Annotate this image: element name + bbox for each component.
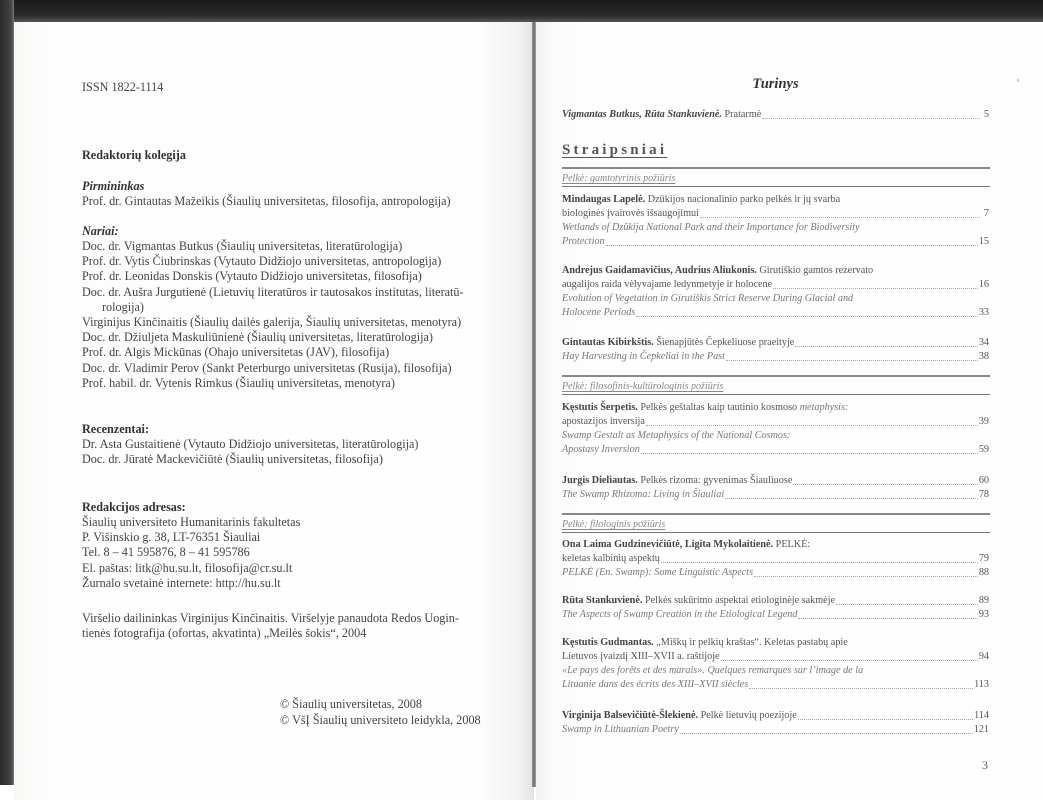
toc-entry bbox=[562, 336, 989, 364]
section-label: Pelkė: filosofinis-kultūrologinis požiūris bbox=[562, 381, 724, 392]
entry-title: Šienapjūtės Čepkeliuose praeityje bbox=[656, 337, 795, 348]
chair-heading: Pirmininkas bbox=[82, 179, 145, 193]
member: Doc. dr. Aušra Jurgutienė (Lietuvių literatūros ir tautosakos institutas, literatū- bbox=[82, 284, 464, 299]
page-ref: 5 bbox=[983, 109, 989, 120]
entry-title: Pelkės rizoma: gyvenimas Šiauliuose bbox=[640, 475, 793, 486]
page-number: 3 bbox=[982, 758, 988, 772]
page-ref: 59 bbox=[978, 444, 989, 455]
entry-title: Dzūkijos nacionalinio parko pelkės ir jų svarba bbox=[647, 194, 841, 205]
cover-note-line: tienės fotografija (ofortas, akvatinta) „Meilės šokis“, 2004 bbox=[82, 626, 367, 641]
cover-note bbox=[82, 611, 459, 641]
page-ref: 33 bbox=[978, 307, 989, 318]
articles-heading: Straipsniai bbox=[562, 142, 668, 158]
entry-title-en-cont: Protection bbox=[562, 236, 605, 247]
section-label: Pelkė: filologinis požiūris bbox=[562, 519, 666, 530]
member: Prof. dr. Vytis Čiubrinskas (Vytauto Didžiojo universitetas, antropologija) bbox=[82, 254, 442, 269]
entry-authors: Kęstutis Gudmantas. bbox=[562, 637, 654, 648]
leader-dots bbox=[726, 351, 978, 361]
leader-dots bbox=[749, 679, 973, 689]
leader-dots bbox=[793, 475, 977, 485]
entry-title-en: «Le pays des forêts et des marais». Quelques remarques sur l’image de la bbox=[562, 665, 864, 676]
chair: Prof. dr. Gintautas Mažeikis (Šiaulių universitetas, filosofija, antropologija) bbox=[82, 194, 451, 208]
member: Doc. dr. Džiuljeta Maskuliūnienė (Šiaulių universitetas, literatūrologija) bbox=[82, 330, 433, 345]
page-ref: 121 bbox=[973, 724, 989, 735]
entry-authors: Ona Laima Gudzinevičiūtė, Ligita Mykolaitienė. bbox=[562, 539, 774, 550]
leader-dots bbox=[646, 416, 978, 426]
entry-title: PELKĖ: bbox=[775, 539, 811, 550]
toc-entry bbox=[562, 538, 989, 580]
leader-dots bbox=[636, 307, 978, 317]
divider bbox=[562, 186, 990, 187]
member: Prof. dr. Algis Mickūnas (Ohajo universitetas (JAV), filosofija) bbox=[82, 345, 390, 360]
copyright-block bbox=[280, 697, 481, 728]
divider bbox=[562, 513, 990, 515]
entry-title-cont: augalijos raida vėlyvajame ledynmetyje ir holocene bbox=[562, 279, 773, 290]
member: Doc. dr. Vigmantas Butkus (Šiaulių universitetas, literatūrologija) bbox=[82, 239, 403, 253]
entry-title: Pratarmė bbox=[724, 109, 762, 120]
page-ref: 34 bbox=[978, 337, 989, 348]
member: Doc. dr. Vladimir Perov (Sankt Peterburgo universitetas (Rusija), filosofija) bbox=[82, 360, 452, 375]
address-heading: Redakcijos adresas: bbox=[82, 500, 186, 514]
page-ref: 39 bbox=[978, 416, 989, 427]
toc-entry bbox=[562, 636, 989, 692]
copyright-line: © VšĮ Šiaulių universiteto leidykla, 2008 bbox=[280, 712, 481, 727]
divider bbox=[562, 375, 990, 377]
divider bbox=[562, 394, 990, 395]
page-ref: 7 bbox=[983, 208, 989, 219]
reviewers-heading: Recenzentai: bbox=[82, 422, 150, 436]
entry-title: Pelkės sukūrimo aspektai etiologinėje sakmėje bbox=[644, 595, 836, 606]
entry-title: Girutiškio gamtos rezervato bbox=[759, 265, 874, 276]
scan-top-edge bbox=[0, 0, 1043, 22]
page-ref: 93 bbox=[978, 609, 989, 620]
page-ref: 88 bbox=[978, 567, 989, 578]
leader-dots bbox=[836, 595, 978, 605]
entry-authors: Kęstutis Šerpetis. bbox=[562, 402, 638, 413]
entry-title-en-cont: Apostasy Inversion bbox=[562, 444, 640, 455]
page-ref: 60 bbox=[978, 475, 989, 486]
entry-title-en: The Swamp Rhizoma: Living in Šiauliai bbox=[562, 489, 725, 500]
entry-title-italic: metaphysis: bbox=[799, 402, 849, 413]
entry-title-en-cont: Holocene Periods bbox=[562, 307, 636, 318]
toc-entry bbox=[562, 474, 989, 502]
scan-left-edge bbox=[0, 0, 14, 785]
leader-dots bbox=[680, 724, 973, 734]
address-line: Šiaulių universiteto Humanitarinis fakultetas bbox=[82, 515, 301, 529]
entry-authors: Mindaugas Lapelė. bbox=[562, 194, 646, 205]
reviewers-list bbox=[82, 437, 418, 467]
address-block bbox=[82, 515, 300, 591]
toc-entry bbox=[562, 709, 989, 737]
toc-entry bbox=[562, 594, 989, 622]
page-ref: 79 bbox=[978, 553, 989, 564]
leader-dots bbox=[795, 337, 977, 347]
entry-title-cont: Lietuvos įvaizdį XIII–XVII a. raštijoje bbox=[562, 651, 720, 662]
entry-title-en-cont: Lituanie dans des écrits des XIII–XVII siècles bbox=[562, 679, 749, 690]
entry-authors: Virginija Balsevičiūtė-Šlekienė. bbox=[562, 710, 699, 721]
entry-title-en: Swamp in Lithuanian Poetry bbox=[562, 724, 679, 735]
leader-dots bbox=[661, 553, 978, 563]
leader-dots bbox=[641, 444, 978, 454]
entry-title-cont: keletas kalbinių aspektų bbox=[562, 553, 660, 564]
member: Virginijus Kinčinaitis (Šiaulių dailės galerija, Šiaulių universitetas, menotyra) bbox=[82, 315, 462, 330]
left-page bbox=[14, 22, 534, 800]
book-spine bbox=[532, 22, 536, 787]
leader-dots bbox=[700, 208, 980, 218]
leader-dots bbox=[762, 109, 980, 119]
member-continued: rologija) bbox=[102, 299, 144, 314]
reviewer: Doc. dr. Jūratė Mackevičiūtė (Šiaulių universitetas, filosofija) bbox=[82, 452, 383, 467]
cover-note-line: Viršelio dailininkas Virginijus Kinčinaitis. Viršelyje panaudota Redos Uogin- bbox=[82, 611, 459, 625]
leader-dots bbox=[606, 236, 978, 246]
members-heading: Nariai: bbox=[82, 224, 119, 238]
copyright-line: © Šiaulių universitetas, 2008 bbox=[280, 697, 422, 711]
entry-authors: Rūta Stankuvienė. bbox=[562, 595, 643, 606]
leader-dots bbox=[725, 489, 978, 499]
entry-title-en: Hay Harvesting in Čepkeliai in the Past bbox=[562, 351, 725, 362]
entry-title-en: Evolution of Vegetation in Girutiškis Strict Reserve During Glacial and bbox=[562, 293, 854, 304]
divider bbox=[562, 532, 990, 533]
issn: ISSN 1822-1114 bbox=[82, 80, 164, 94]
reviewer: Dr. Asta Gustaitienė (Vytauto Didžiojo universitetas, literatūrologija) bbox=[82, 437, 419, 451]
address-line: P. Višinskio g. 38, LT-76351 Šiauliai bbox=[82, 530, 261, 545]
page-ref: 15 bbox=[978, 236, 989, 247]
entry-title-en: Wetlands of Dzūkija National Park and their Importance for Biodiversity bbox=[562, 222, 860, 233]
page-ref: 78 bbox=[978, 489, 989, 500]
member: Prof. habil. dr. Vytenis Rimkus (Šiaulių universitetas, menotyra) bbox=[82, 375, 395, 390]
address-line: Tel. 8 – 41 595876, 8 – 41 595786 bbox=[82, 545, 250, 560]
toc-entry bbox=[562, 401, 989, 457]
address-website: Žurnalo svetainė internete: http://hu.su.lt bbox=[82, 575, 281, 590]
toc-entry bbox=[562, 264, 989, 320]
page-ref: 114 bbox=[974, 710, 989, 721]
entry-title-en: PELKĖ (En. Swamp): Some Linguistic Aspects bbox=[562, 567, 754, 578]
entry-title-cont: apostazijos inversija bbox=[562, 416, 645, 427]
toc-entry bbox=[562, 193, 989, 249]
entry-authors: Vigmantas Butkus, Rūta Stankuvienė. bbox=[562, 109, 722, 120]
page-ref: 16 bbox=[978, 279, 989, 290]
leader-dots bbox=[721, 651, 978, 661]
scan-speck bbox=[1017, 79, 1019, 82]
page-ref: 94 bbox=[978, 651, 989, 662]
entry-title: „Miškų ir pelkių kraštas“. Keletas pastabų apie bbox=[656, 637, 848, 648]
leader-dots bbox=[798, 710, 973, 720]
entry-authors: Andrejus Gaidamavičius, Audrius Aliukonis. bbox=[562, 265, 757, 276]
entry-title-en: The Aspects of Swamp Creation in the Etiological Legend bbox=[562, 609, 798, 620]
page-ref: 89 bbox=[978, 595, 989, 606]
entry-title: Pelkės geštaltas kaip tautinio kosmoso bbox=[640, 402, 798, 413]
toc-entry-preface bbox=[562, 108, 989, 122]
divider bbox=[562, 167, 990, 169]
leader-dots bbox=[773, 279, 978, 289]
toc-title: Turinys bbox=[752, 76, 799, 92]
entry-authors: Jurgis Dieliautas. bbox=[562, 475, 638, 486]
address-email: El. paštas: litk@hu.su.lt, filosofija@cr.su.lt bbox=[82, 560, 293, 575]
entry-authors: Gintautas Kibirkštis. bbox=[562, 337, 654, 348]
member: Prof. dr. Leonidas Donskis (Vytauto Didžiojo universitetas, filosofija) bbox=[82, 269, 422, 284]
leader-dots bbox=[754, 567, 978, 577]
page-ref: 113 bbox=[974, 679, 989, 690]
leader-dots bbox=[798, 609, 977, 619]
entry-title: Pelkė lietuvių poezijoje bbox=[700, 710, 797, 721]
entry-title-en: Swamp Gestalt as Metaphysics of the National Cosmos: bbox=[562, 430, 791, 441]
board-heading: Redaktorių kolegija bbox=[82, 148, 186, 162]
entry-title-cont: biologinės įvairovės išsaugojimui bbox=[562, 208, 699, 219]
members-list bbox=[82, 239, 464, 391]
section-label: Pelkė: gamtotyrinis požiūris bbox=[562, 173, 676, 184]
page-ref: 38 bbox=[978, 351, 989, 362]
